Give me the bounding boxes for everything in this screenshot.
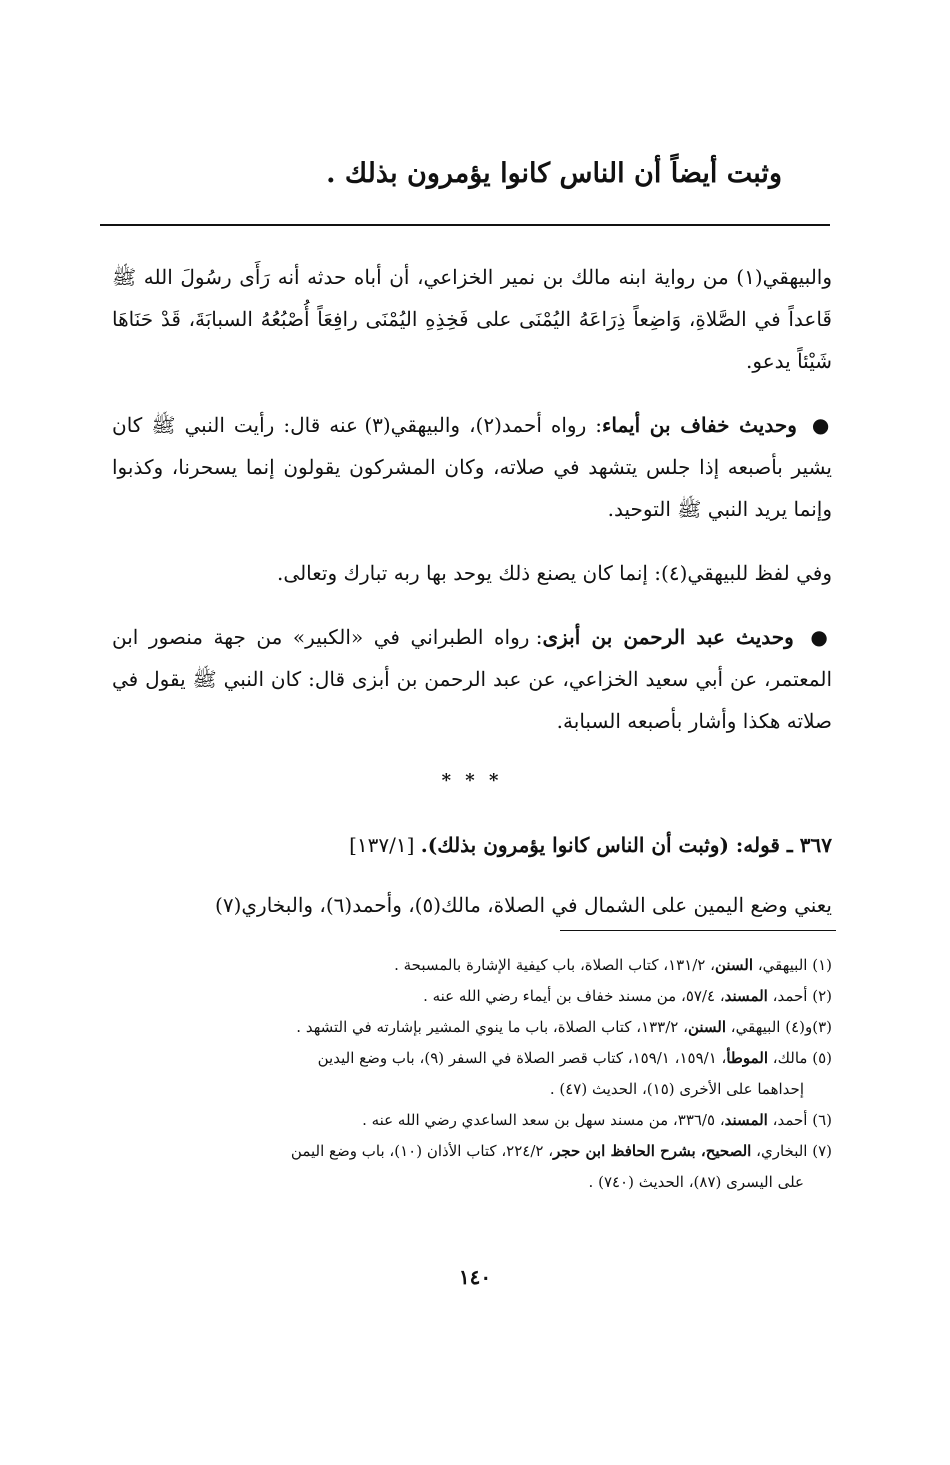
bullet-icon: ● [810,625,833,649]
paragraph-entry-367 [112,824,832,866]
volume-page-reference: [١٣٧/١] [349,833,415,857]
main-text [112,256,832,948]
hadith-heading-khufaf: وحديث خفاف بن أيماء [602,413,797,437]
header-divider [100,224,830,226]
entry-heading: ٣٦٧ ـ قوله: (وثبت أن الناس كانوا يؤمرون بذلك). [420,833,832,857]
paragraph-bayhaqi-wording: وفي لفظ للبيهقي(٤): إنما كان يصنع ذلك يوحد بها ربه تبارك وتعالى. [277,561,832,585]
hadith-heading-abzi: وحديث عبد الرحمن بن أبزى [542,625,794,649]
footnote-2: (٢) أحمد، المسند، ٥٧/٤، من مسند خفاف بن أيماء رضي الله عنه . [423,987,832,1005]
paragraph-bayhaqi-narration: والبيهقي(١) من رواية ابنه مالك بن نمير الخزاعي، أن أباه حدثه أنه رَأَى رسُولَ الله ﷺ قَاعداً في الصَّلاةِ، وَاضِعاً ذِرَاعَهُ اليُمْنَى على فَخِذِهِ اليُمْنَى رافِعَاً أُصْبُعُهُ السبابَةَ، قَدْ حَنَاهَا شَيْئاً يدعو. [112,265,832,373]
footnote-7-continued: على اليسرى (٨٧)، الحديث (٧٤٠) . [588,1173,804,1191]
paragraph-explanation: يعني وضع اليمين على الشمال في الصلاة، مالك(٥)، وأحمد(٦)، والبخاري(٧) [215,893,832,917]
footnote-5: (٥) مالك، الموطأ، ١٥٩/١، ١٥٩/١، كتاب قصر الصلاة في السفر (٩)، باب وضع اليدين [317,1049,832,1067]
footnote-3-4: (٣)و(٤) البيهقي، السنن، ١٣٣/٢، كتاب الصلاة، باب ما ينوي المشير بإشارته في التشهد . [296,1018,832,1036]
footnote-1: (١) البيهقي، السنن، ١٣١/٢، كتاب الصلاة، باب كيفية الإشارة بالمسبحة . [394,956,832,974]
footnote-divider [560,930,836,931]
section-separator: * * * [441,770,503,791]
hadith-text-abzi: : رواه الطبراني في «الكبير» من جهة منصور ابن المعتمر، عن أبي سعيد الخزاعي، عن عبد الرحمن بن أبزى قال: كان النبي ﷺ يقول في صلاته هكذا وأشار بأصبعه السبابة. [112,625,832,733]
paragraph-abzi-hadith [112,616,832,742]
bullet-icon: ● [811,413,832,437]
page-number: ١٤٠ [458,1265,492,1289]
running-header: وثبت أيضاً أن الناس كانوا يؤمرون بذلك . [326,158,782,189]
footnote-6: (٦) أحمد، المسند، ٣٣٦/٥، من مسند سهل بن سعد الساعدي رضي الله عنه . [362,1111,832,1129]
paragraph-khufaf-hadith [112,404,832,530]
hadith-text-khufaf: : رواه أحمد(٢)، والبيهقي(٣) عنه قال: رأيت النبي ﷺ كان يشير بأصبعه إذا جلس يتشهد في صلاته، وكان المشركون يقولون إنما يسحرنا، وكذبوا وإنما يريد النبي ﷺ التوحيد. [112,413,832,521]
footnotes [112,950,832,1198]
footnote-5-continued: إحداهما على الأخرى (١٥)، الحديث (٤٧) . [549,1080,804,1098]
footnote-7: (٧) البخاري، الصحيح، بشرح الحافظ ابن حجر، ٢٢٤/٢، كتاب الأذان (١٠)، باب وضع اليمن [290,1142,832,1160]
